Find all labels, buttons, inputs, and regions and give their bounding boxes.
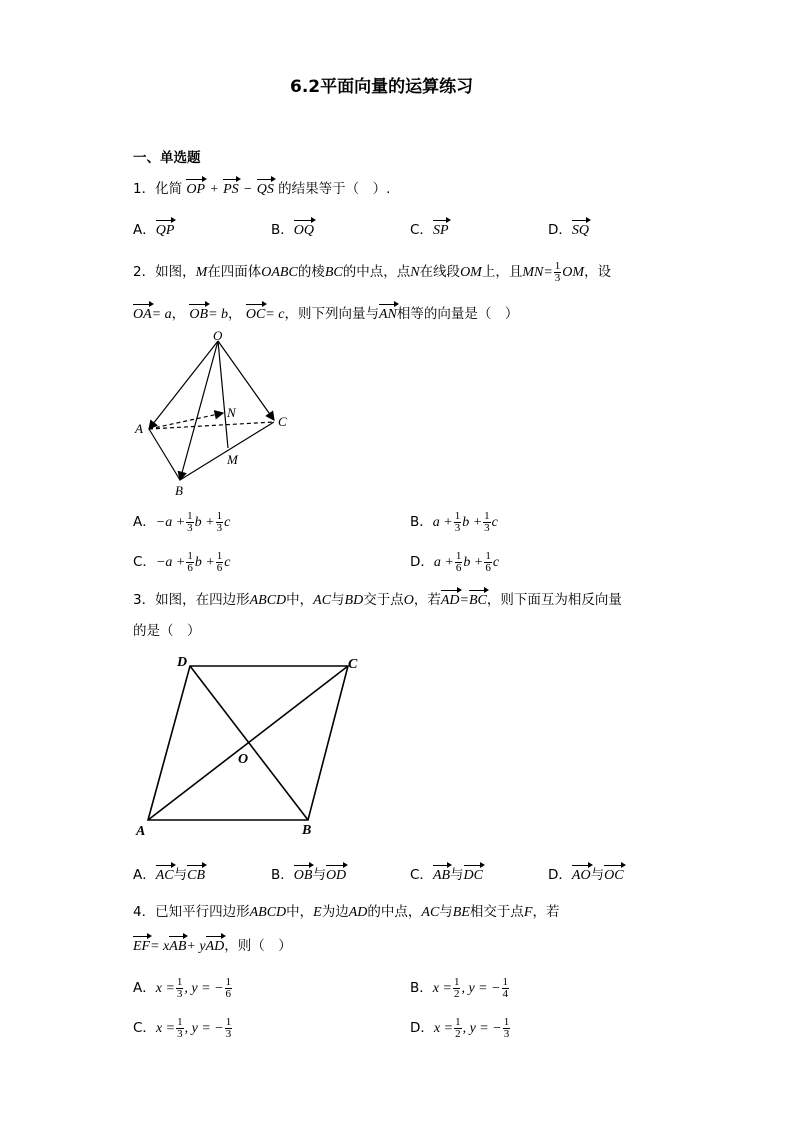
option-label: A． [133, 514, 156, 530]
question-text: 为边 [321, 904, 349, 920]
numerator: 1 [216, 549, 223, 562]
math-symbol: c [224, 555, 231, 570]
diagonal-bd [190, 666, 308, 820]
vector: AC [155, 868, 174, 883]
option-label: D． [410, 1020, 434, 1036]
section-heading: 一、单选题 [133, 150, 201, 166]
question-text: 相交于点 [469, 904, 524, 920]
label-c: C [278, 414, 287, 429]
numerator: 1 [502, 975, 509, 988]
fraction [503, 1017, 511, 1040]
option-d[interactable] [548, 218, 589, 239]
vector: AN [378, 307, 397, 322]
option-a[interactable] [133, 218, 174, 239]
question-2-line-2: OA= a， OB= b， OC= c，则下列向量与AN相等的向量是（ ） [133, 306, 519, 322]
question-text: 化简 [155, 181, 183, 197]
math-symbol: = a [151, 307, 172, 322]
math-symbol: , y = − [184, 1021, 224, 1036]
fraction [176, 1017, 184, 1040]
denominator: 3 [177, 1027, 183, 1040]
fraction [484, 551, 492, 574]
question-text: 的棱 [297, 264, 325, 280]
operator: = [459, 593, 469, 608]
math-symbol: F [523, 905, 533, 920]
vector: AO [571, 868, 591, 883]
numerator: 1 [187, 549, 193, 562]
question-text: 与 [439, 904, 453, 920]
fraction [186, 551, 194, 574]
option-label: D． [410, 554, 434, 570]
option-label: B． [410, 514, 433, 530]
operator: + [209, 182, 219, 197]
numerator: 1 [503, 1015, 510, 1028]
question-text: 已知平行四边形 [155, 904, 250, 920]
option-d[interactable] [410, 550, 499, 574]
question-number: 2． [133, 264, 156, 280]
question-text: ，则（ ） [224, 938, 292, 954]
numerator: 1 [216, 509, 223, 522]
math-symbol: M [195, 265, 208, 280]
numerator: 1 [455, 1015, 461, 1028]
math-symbol: BC [324, 265, 343, 280]
math-symbol: x = [155, 1021, 176, 1036]
math-symbol: c [224, 515, 231, 530]
option-label: A． [133, 222, 156, 238]
option-b[interactable] [410, 976, 510, 1000]
denominator: 3 [484, 521, 490, 534]
operator: − [242, 182, 253, 197]
math-symbol: OM [460, 265, 482, 280]
denominator: 3 [176, 987, 183, 1000]
denominator: 4 [502, 987, 509, 1000]
question-text: 在四面体 [207, 264, 262, 280]
question-number: 3． [133, 592, 156, 608]
numerator: 1 [225, 975, 232, 988]
label-d: D [177, 655, 188, 670]
question-3-line-2: 的是（ ） [133, 623, 201, 639]
option-d[interactable] [548, 863, 624, 884]
vector: SP [432, 223, 449, 238]
math-symbol: AC [421, 905, 440, 920]
option-label: B． [410, 980, 433, 996]
vector: QS [256, 182, 274, 197]
question-3 [133, 588, 622, 609]
label-o: O [238, 752, 249, 767]
vector: OC [245, 307, 266, 322]
vector: QP [155, 223, 175, 238]
math-symbol: O [403, 593, 414, 608]
math-symbol: a + [432, 515, 453, 530]
vector: DC [463, 868, 483, 883]
question-text: 如图，在四边形 [155, 592, 250, 608]
fraction [225, 1017, 233, 1040]
question-text: 的结果等于（ ）. [278, 181, 391, 197]
question-text: 在线段 [419, 264, 461, 280]
operator: = [543, 265, 553, 280]
math-symbol: N [410, 265, 420, 280]
numerator: 1 [187, 509, 193, 522]
denominator: 6 [216, 561, 223, 574]
fraction [502, 977, 510, 1000]
math-symbol: b + [463, 555, 484, 570]
option-label: C． [410, 867, 433, 883]
math-symbol: a + [433, 555, 454, 570]
denominator: 3 [554, 271, 561, 284]
option-text: 与 [312, 867, 326, 883]
label-a: A [136, 824, 146, 839]
math-symbol: ABCD [249, 905, 287, 920]
vector: CB [187, 868, 206, 883]
vector: AB [169, 939, 187, 954]
option-c[interactable] [133, 550, 231, 574]
option-label: A． [133, 980, 156, 996]
math-symbol: = c [265, 307, 285, 322]
denominator: 3 [454, 521, 461, 534]
option-b[interactable] [271, 218, 314, 239]
label-n: N [227, 405, 236, 420]
math-symbol: x = [433, 1021, 454, 1036]
question-text: 的中点，点 [342, 264, 411, 280]
fraction [455, 551, 463, 574]
math-symbol: OABC [261, 265, 298, 280]
option-a[interactable] [133, 863, 205, 884]
question-text: 与 [331, 592, 345, 608]
label-a: A [135, 421, 143, 436]
vector: OQ [293, 223, 314, 238]
fraction [453, 977, 461, 1000]
numerator: 1 [453, 975, 460, 988]
option-label: B． [271, 867, 294, 883]
fraction [454, 1017, 462, 1040]
numerator: 1 [485, 549, 491, 562]
numerator: 1 [484, 509, 490, 522]
question-text: 中， [286, 904, 314, 920]
denominator: 3 [503, 1027, 510, 1040]
fraction [225, 977, 233, 1000]
math-symbol: ABCD [249, 593, 287, 608]
option-label: A． [133, 867, 156, 883]
question-text: ，则下列向量与 [284, 306, 379, 322]
vector: OB [293, 868, 313, 883]
question-number: 1． [133, 181, 156, 197]
question-2 [133, 260, 611, 284]
question-4-line-2 [133, 934, 292, 955]
option-text: 与 [173, 867, 188, 883]
math-symbol: AD [348, 905, 368, 920]
option-a[interactable] [133, 976, 233, 1000]
fraction [176, 977, 184, 1000]
math-symbol: = x [150, 939, 170, 954]
option-label: D． [548, 867, 572, 883]
edge-ac [149, 422, 274, 429]
vector: BC [468, 593, 487, 608]
math-symbol: + y [186, 939, 206, 954]
option-b[interactable] [410, 510, 498, 534]
math-symbol: x = [155, 981, 175, 996]
option-label: C． [133, 554, 156, 570]
edge-oa [149, 341, 218, 429]
option-d[interactable] [410, 1016, 511, 1040]
question-4 [133, 900, 559, 921]
option-text: 与 [590, 867, 605, 883]
vector: AD [440, 593, 460, 608]
math-symbol: −a + [155, 555, 186, 570]
question-text: 交于点 [363, 592, 404, 608]
question-1 [133, 177, 390, 198]
edge-ob [180, 341, 218, 480]
denominator: 6 [187, 561, 193, 574]
numerator: 1 [455, 549, 462, 562]
denominator: 3 [187, 521, 193, 534]
edge-om [218, 341, 228, 448]
option-c[interactable] [133, 1016, 233, 1040]
denominator: 3 [225, 1027, 232, 1040]
tetrahedron-figure [125, 325, 305, 500]
math-symbol: AC [313, 593, 332, 608]
math-symbol: , y = − [462, 1021, 502, 1036]
option-label: D． [548, 222, 572, 238]
page-title: 6.2平面向量的运算练习 [290, 77, 474, 97]
vector: OC [604, 868, 624, 883]
denominator: 6 [455, 561, 462, 574]
question-number: 4． [133, 904, 156, 920]
vector: EF [133, 939, 151, 954]
denominator: 3 [216, 521, 223, 534]
denominator: 2 [455, 1027, 461, 1040]
edge-ab [149, 429, 180, 480]
option-label: C． [133, 1020, 156, 1036]
question-text: 上，且 [481, 264, 523, 280]
math-symbol: −a + [155, 515, 186, 530]
fraction [216, 511, 224, 534]
question-text: 中， [286, 592, 314, 608]
label-b: B [175, 483, 183, 498]
label-c: C [348, 657, 358, 672]
math-symbol: b + [462, 515, 483, 530]
math-symbol: BD [344, 593, 364, 608]
fraction [454, 511, 462, 534]
fraction [554, 261, 562, 284]
vector: OP [186, 182, 206, 197]
math-symbol: = b [208, 307, 229, 322]
edge-bc [180, 422, 274, 480]
label-o: O [213, 328, 223, 343]
vector: OA [133, 307, 152, 322]
option-text: 与 [450, 867, 464, 883]
fraction [483, 511, 491, 534]
denominator: 6 [485, 561, 491, 574]
numerator: 1 [454, 509, 461, 522]
question-text: 如图， [155, 264, 196, 280]
numerator: 1 [176, 975, 183, 988]
option-c[interactable] [410, 218, 449, 239]
math-symbol: b + [194, 555, 215, 570]
math-symbol: x = [432, 981, 452, 996]
math-symbol: c [491, 515, 498, 530]
vector: AB [432, 868, 451, 883]
numerator: 1 [225, 1015, 232, 1028]
fraction [186, 511, 194, 534]
question-text: ，则下面互为相反向量 [486, 592, 622, 608]
math-symbol: BE [452, 905, 470, 920]
vector: SQ [571, 223, 590, 238]
option-label: B． [271, 222, 294, 238]
denominator: 6 [225, 987, 232, 1000]
vector: AD [205, 939, 225, 954]
numerator: 1 [177, 1015, 183, 1028]
option-a[interactable] [133, 510, 230, 534]
math-symbol: , y = − [184, 981, 224, 996]
math-symbol: c [492, 555, 500, 570]
question-text: ，设 [584, 264, 612, 280]
math-symbol: E [313, 905, 322, 920]
vector: OB [189, 307, 209, 322]
denominator: 2 [453, 987, 460, 1000]
option-label: C． [410, 222, 433, 238]
question-text: 的中点， [367, 904, 422, 920]
label-b: B [302, 823, 312, 838]
question-text: ，若 [532, 904, 560, 920]
math-symbol: MN [522, 265, 544, 280]
math-symbol: OM [562, 265, 585, 280]
math-symbol: , y = − [461, 981, 501, 996]
numerator: 1 [554, 259, 561, 272]
fraction [216, 551, 224, 574]
vector: OD [325, 868, 347, 883]
question-text: 相等的向量是（ ） [396, 306, 519, 322]
option-b[interactable] [271, 863, 346, 884]
option-c[interactable] [410, 863, 483, 884]
question-text: ，若 [413, 592, 441, 608]
quadrilateral-figure [130, 650, 370, 840]
math-symbol: b + [194, 515, 215, 530]
label-m: M [227, 452, 238, 467]
vector: PS [223, 182, 239, 197]
